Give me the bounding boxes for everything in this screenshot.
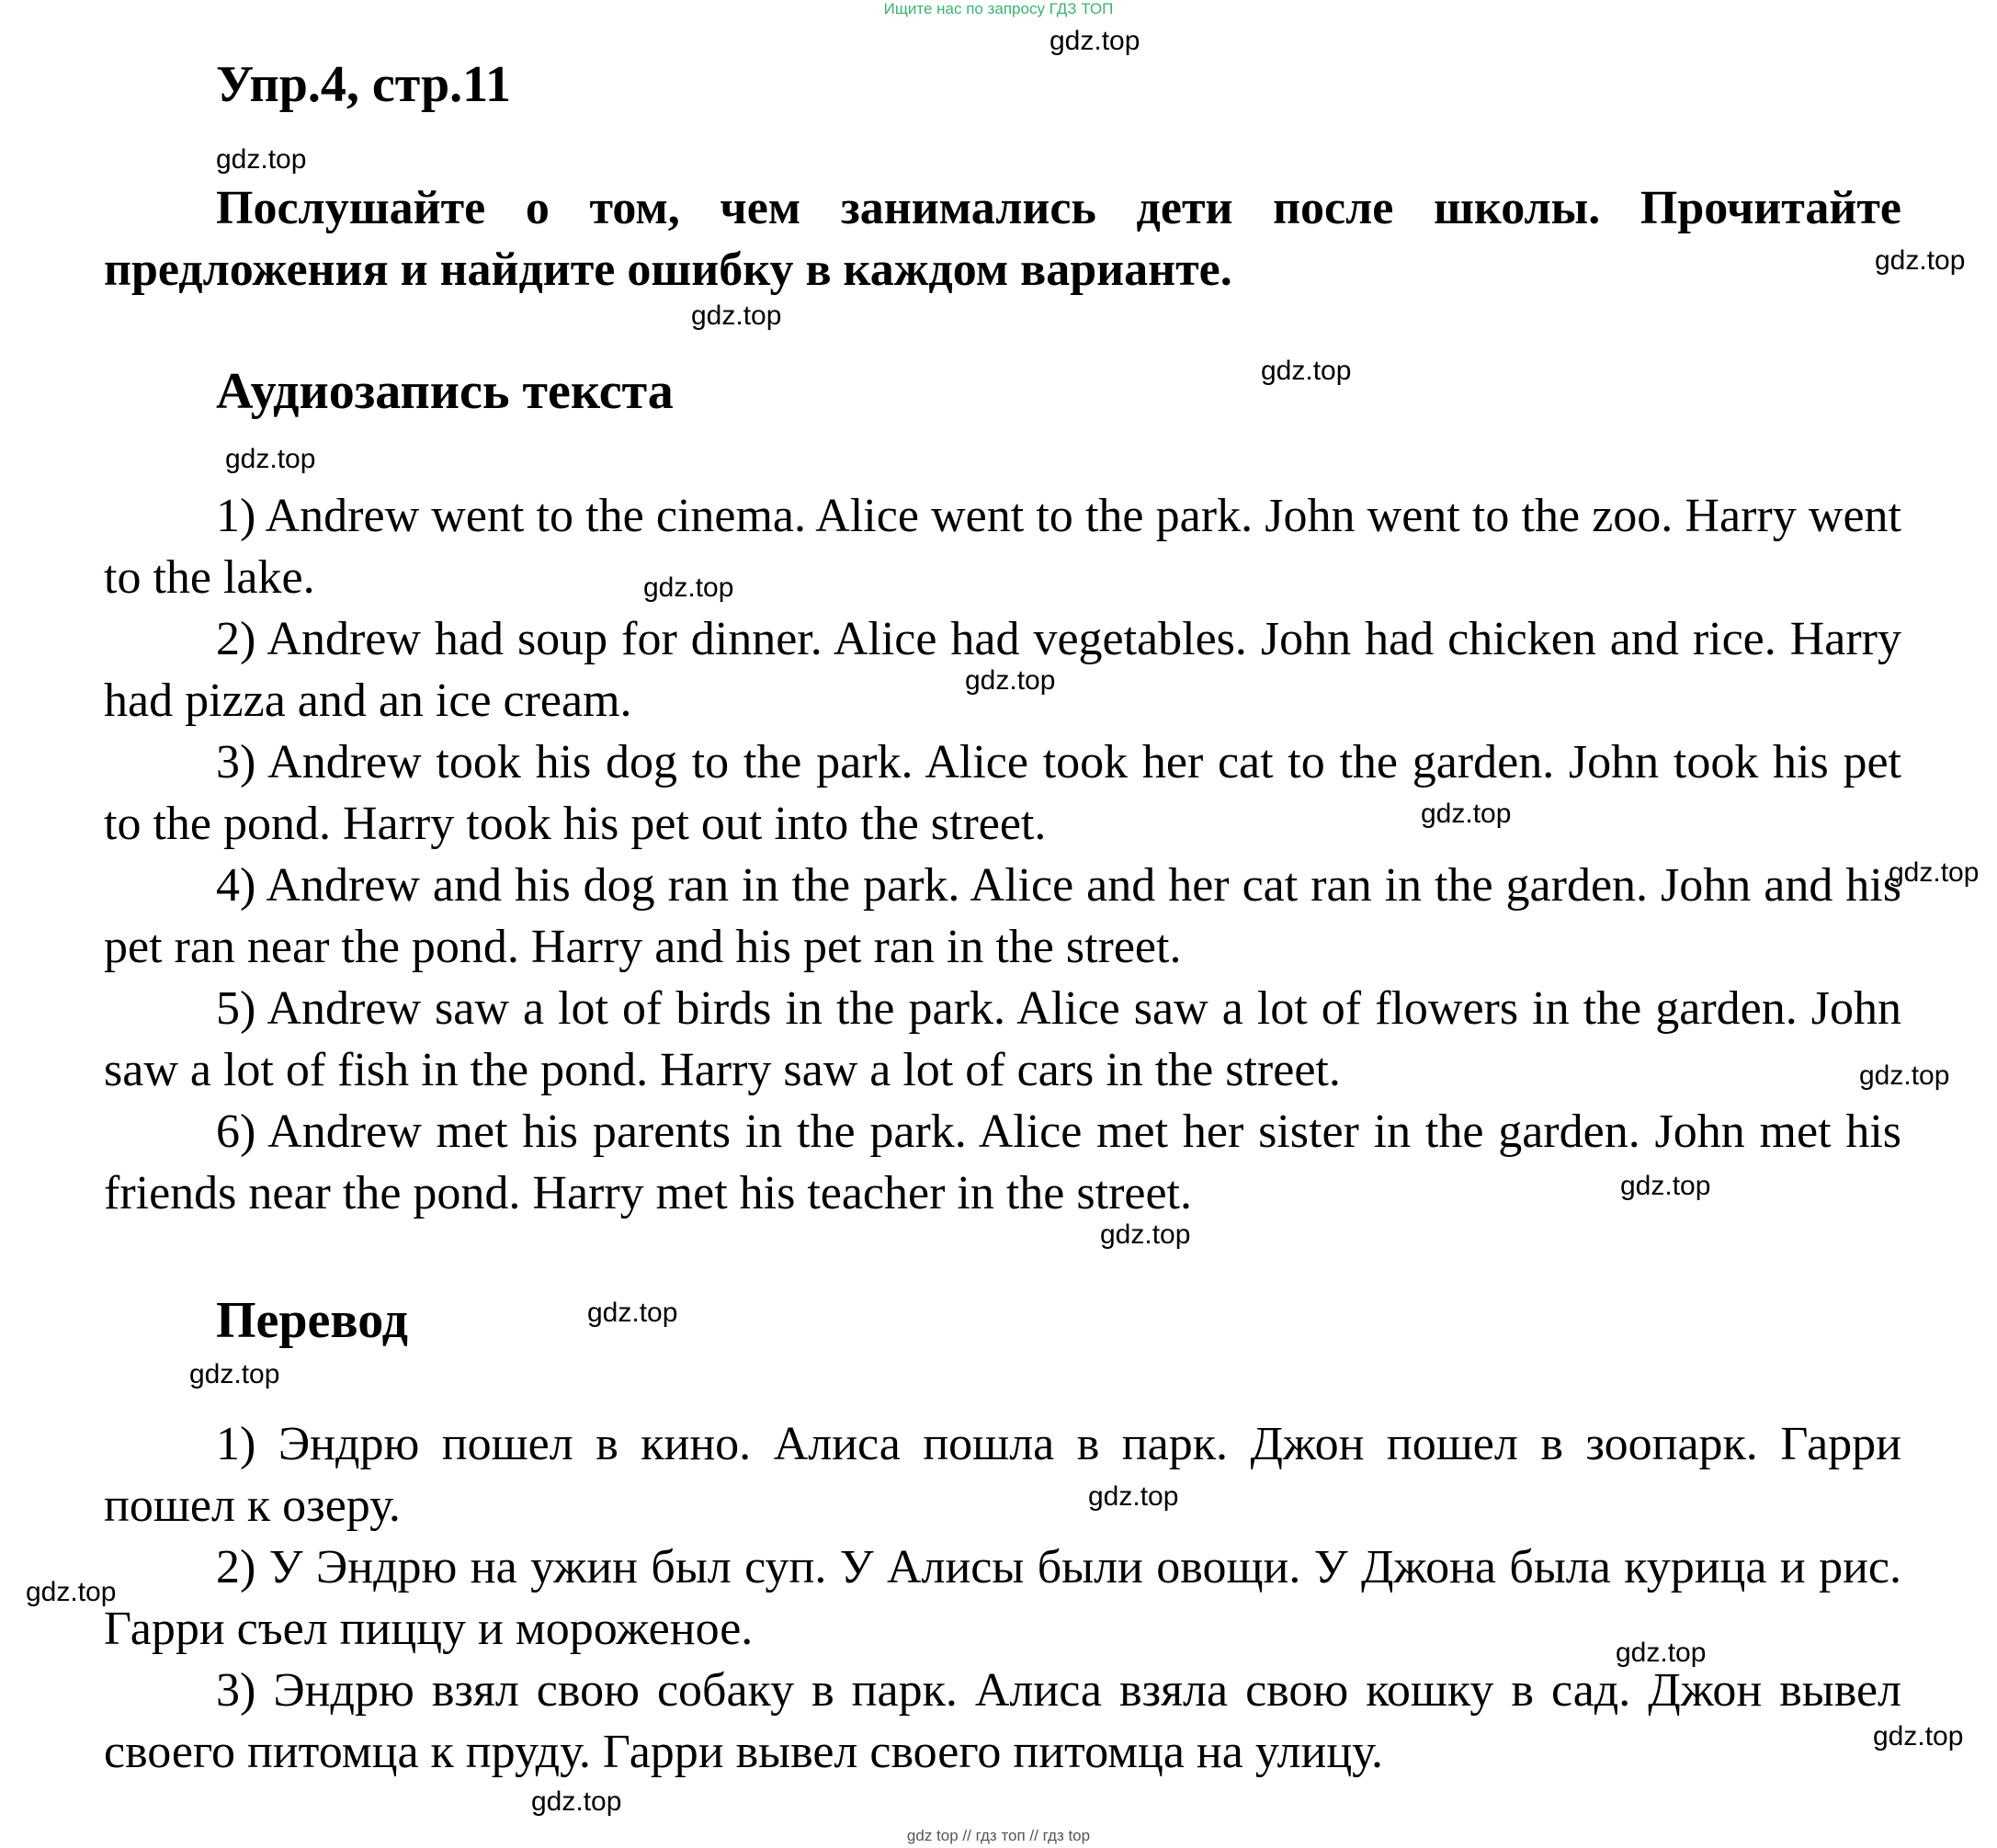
bottom-banner: gdz top // гдз топ // гдз top [906,1827,1091,1844]
translation-item: 3) Эндрю взял свою собаку в парк. Алиса взяла свою кошку в сад. Джон вывел своего питомца к пруду. Гарри вывел своего питомца на улицу. [104,1664,1901,1778]
watermark: gdz.top [1616,1638,1707,1668]
watermark: gdz.top [1620,1171,1711,1201]
audio-item: 1) Andrew went to the cinema. Alice went to the park. John went to the zoo. Harry went to the lake. [104,490,1901,604]
watermark: gdz.top [1889,857,1980,888]
audio-section-heading: Аудиозапись текста [216,363,674,420]
exercise-heading: Упр.4, стр.11 [216,56,512,113]
audio-item: 4) Andrew and his dog ran in the park. Alice and her cat ran in the garden. John and his pet ran near the pond. Harry and his pet ran in the street. [104,859,1901,973]
translation-item: 1) Эндрю пошел в кино. Алиса пошла в парк. Джон пошел в зоопарк. Гарри пошел к озеру. [104,1418,1901,1532]
watermark: gdz.top [1088,1481,1179,1512]
translation-section-heading: Перевод [216,1292,408,1349]
watermark: gdz.top [1050,26,1140,56]
top-banner: Ищите нас по запросу ГДЗ ТОП [883,0,1114,17]
watermark: gdz.top [216,144,307,175]
task-instructions: Послушайте о том, чем занимались дети после школы. Прочитайте предложения и найдите ошибку в каждом варианте. [104,182,1901,296]
watermark: gdz.top [1859,1060,1950,1091]
watermark: gdz.top [587,1298,678,1328]
watermark: gdz.top [1873,1721,1964,1752]
watermark: gdz.top [225,444,316,474]
watermark: gdz.top [965,665,1056,696]
watermark: gdz.top [691,300,782,331]
watermark: gdz.top [1875,245,1966,276]
watermark: gdz.top [643,573,734,603]
watermark: gdz.top [1261,356,1352,386]
audio-item: 2) Andrew had soup for dinner. Alice had vegetables. John had chicken and rice. Harry had pizza and an ice cream. [104,613,1901,727]
audio-item: 3) Andrew took his dog to the park. Alice took her cat to the garden. John took his pet to the pond. Harry took his pet out into the street. [104,736,1901,850]
audio-item: 6) Andrew met his parents in the park. Alice met her sister in the garden. John met his friends near the pond. Harry met his teacher in the street. [104,1105,1901,1219]
watermark: gdz.top [1100,1219,1191,1250]
audio-item: 5) Andrew saw a lot of birds in the park. Alice saw a lot of flowers in the garden. John saw a lot of fish in the pond. Harry saw a lot of cars in the street. [104,982,1901,1096]
watermark: gdz.top [26,1577,117,1607]
watermark: gdz.top [1421,799,1512,829]
translation-item: 2) У Эндрю на ужин был суп. У Алисы были овощи. У Джона была курица и рис. Гарри съел пиццу и мороженое. [104,1541,1901,1655]
watermark: gdz.top [189,1359,280,1389]
watermark: gdz.top [531,1786,622,1817]
